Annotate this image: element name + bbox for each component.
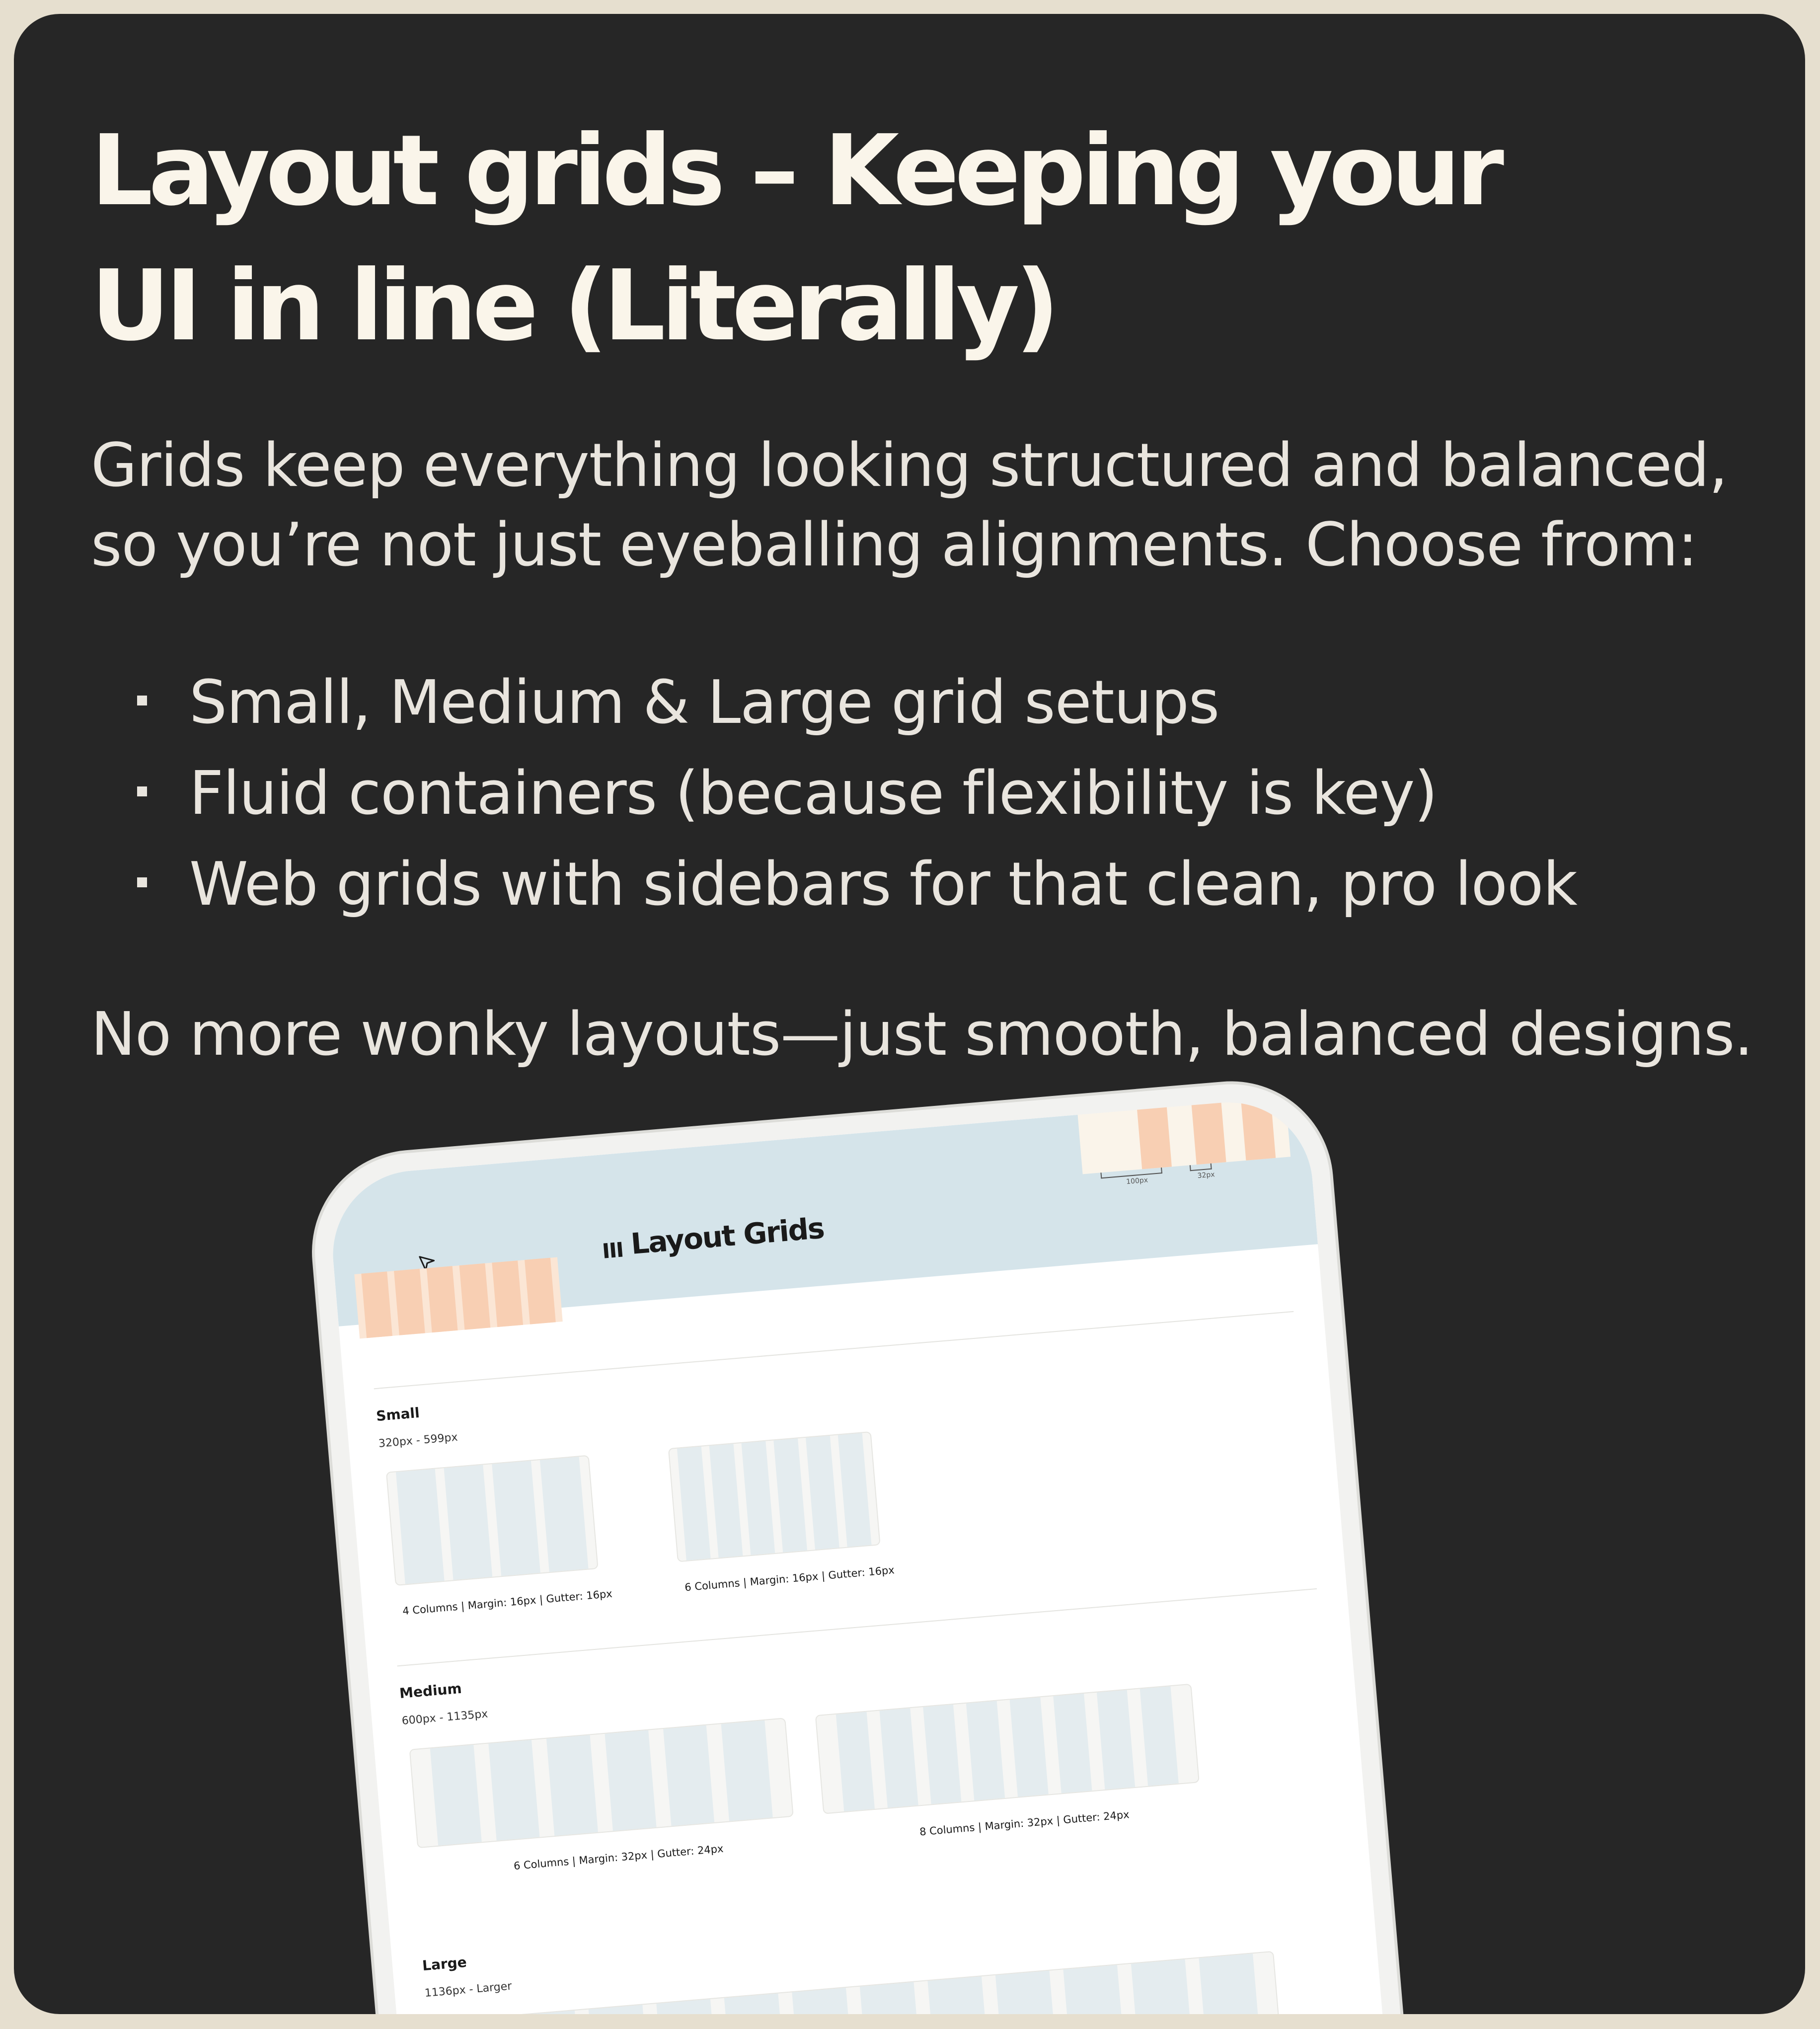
grid-column [1063,1965,1127,2014]
grid-preview [432,1951,1284,2014]
post-card [8,8,1811,2020]
bullet-icon [137,786,147,796]
grid-column [860,1982,923,2014]
grid-preview [815,1684,1200,1814]
bullet-icon [137,877,147,887]
grid-column [656,1999,720,2014]
grid-preview [668,1431,881,1562]
mockup-title: Layout Grids [629,1211,825,1261]
section-range-large: 1136px - Larger [424,1980,513,2000]
grid-caption: 4 Columns | Margin: 16px | Gutter: 16px [402,1587,613,1618]
grid-logo-icon [604,1242,626,1260]
measure-label: 32px [1197,1171,1215,1180]
mockup-header [326,1095,1318,1326]
bullet-text: Small, Medium & Large grid setups [189,668,1219,737]
grid-column [492,1461,540,1576]
bullet-list [91,657,1780,930]
grid-column [966,1701,1005,1800]
section-range-medium: 600px - 1135px [401,1708,489,1727]
grid-column [1010,1697,1049,1796]
grid-preview [409,1717,794,1848]
grid-column [396,1469,445,1584]
section-range-small: 320px - 599px [378,1431,458,1450]
header-grid-illustration-right [1077,1095,1290,1174]
grid-column [430,1745,482,1846]
header-grid-illustration-left [354,1257,562,1339]
title-line-2: UI in line (Literally) [91,249,1056,363]
grid-column [663,1725,715,1826]
title-line-1: Layout grids – Keeping your [91,114,1500,228]
grid-column [589,2005,652,2014]
grid-column [792,1988,855,2014]
grid-column [995,1971,1059,2014]
bullet-item [91,839,1780,930]
bullet-item [91,748,1780,839]
grid-column [1199,1953,1262,2014]
bullet-item [91,657,1780,748]
grid-column [741,1441,775,1555]
grid-caption: 6 Columns | Margin: 16px | Gutter: 16px [684,1563,895,1594]
grid-column [724,1994,788,2014]
grid-column [879,1708,918,1807]
measure-bracket [1190,1164,1212,1171]
grid-column [444,1465,493,1580]
intro-line-2: so you’re not just eyeballing alignments. Choose from: [91,511,1697,580]
bullet-text: Web grids with sidebars for that clean, pro look [189,850,1577,919]
section-title-large: Large [421,1953,467,1974]
intro-line-1: Grids keep everything looking structured and balanced, [91,431,1728,500]
grid-column [677,1447,711,1561]
grid-column [709,1444,743,1558]
grid-caption: 6 Columns | Margin: 32px | Gutter: 24px [513,1842,724,1873]
grid-column [540,1457,589,1572]
grid-column [806,1436,839,1550]
bullet-text: Fluid containers (because flexibility is key) [189,759,1438,828]
grid-column [605,1730,657,1831]
grid-column [521,2011,584,2014]
measure-label: 100px [1126,1176,1148,1186]
post-panel [14,14,1805,2014]
grid-column [1053,1694,1092,1793]
grid-column [836,1712,875,1811]
post-title [91,103,1780,374]
grid-column [546,1735,598,1836]
grid-column [838,1433,872,1547]
grid-column [488,1740,540,1841]
grid-column [1131,1959,1195,2014]
tablet-mockup [307,1076,1426,2014]
grid-column [923,1705,962,1804]
section-title-medium: Medium [398,1680,462,1702]
grid-column [927,1976,991,2014]
grid-column [1140,1686,1179,1786]
tablet-screen [326,1095,1408,2014]
section-title-small: Small [376,1404,420,1425]
bullet-icon [137,696,147,705]
closing-text: No more wonky layouts—just smooth, balanced designs. [91,1000,1753,1069]
intro-text [91,426,1780,585]
grid-caption: 8 Columns | Margin: 32px | Gutter: 24px [919,1808,1130,1838]
grid-column [773,1438,807,1552]
grid-preview [386,1455,599,1586]
grid-column [721,1720,773,1821]
grid-column [1097,1690,1136,1790]
